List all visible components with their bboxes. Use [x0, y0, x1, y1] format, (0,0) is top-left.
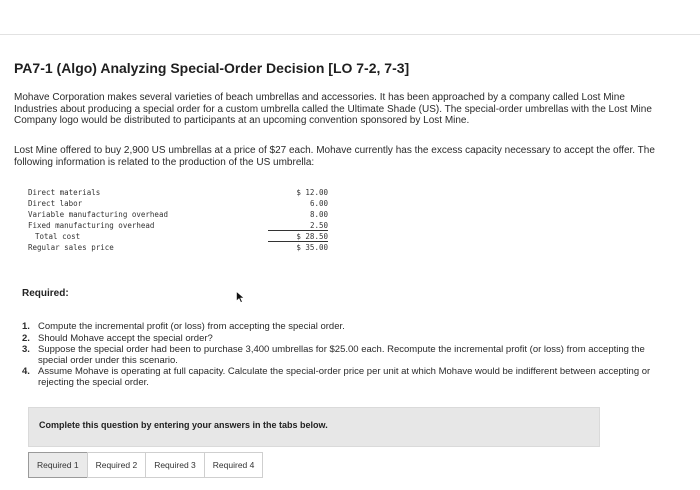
- cost-row-variable-overhead: [28, 210, 328, 221]
- cost-value: 8.00: [309, 210, 328, 219]
- instruction-banner: [28, 407, 600, 447]
- intro-paragraph: Mohave Corporation makes several varieties of beach umbrellas and accessories. It has been approached by a company called Lost Mine Industries about producing a special order for a custom umbrella called the Ultimate Shade (US). The special-order umbrellas with the Lost Mine Company logo would be distributed to participants at an upcoming convention sponsored by Lost Mine.: [14, 92, 652, 126]
- cost-row-direct-labor: [28, 199, 328, 210]
- list-item: [22, 345, 672, 366]
- cost-row-total-cost: [28, 232, 328, 243]
- cost-label: Total cost: [35, 232, 81, 241]
- cost-label: Variable manufacturing overhead: [28, 210, 168, 219]
- tab-required-2[interactable]: Required 2: [87, 452, 147, 478]
- list-item-number: 1.: [22, 321, 30, 332]
- list-item: [22, 322, 672, 333]
- cost-label: Direct materials: [28, 188, 101, 197]
- tab-required-3[interactable]: Required 3: [145, 452, 205, 478]
- cost-table: [28, 188, 328, 254]
- tab-required-1[interactable]: Required 1: [28, 452, 88, 478]
- requirements-list: [22, 322, 672, 389]
- tab-required-4[interactable]: Required 4: [204, 452, 264, 478]
- list-item-number: 4.: [22, 366, 30, 377]
- cost-row-fixed-overhead: [28, 221, 328, 232]
- cost-value: 2.50: [268, 221, 328, 231]
- list-item: [22, 367, 672, 388]
- instruction-text: Complete this question by entering your answers in the tabs below.: [39, 420, 328, 430]
- required-heading: Required:: [22, 288, 69, 299]
- cost-label: Direct labor: [28, 199, 83, 208]
- cost-value: $ 28.50: [268, 232, 328, 242]
- list-item-text: Should Mohave accept the special order?: [38, 332, 213, 344]
- header-divider: [0, 34, 700, 35]
- list-item-text: Assume Mohave is operating at full capacity. Calculate the special-order price per unit at which Mohave would be indifferent between accepting or rejecting the special order.: [38, 366, 651, 388]
- list-item-text: Suppose the special order had been to purchase 3,400 umbrellas for $25.00 each. Recompute the incremental profit (or loss) from accepting the special order under this scenario.: [38, 344, 645, 366]
- cost-value: 6.00: [309, 199, 328, 208]
- list-item: [22, 334, 672, 345]
- cost-row-regular-sales-price: [28, 243, 328, 254]
- cost-label: Fixed manufacturing overhead: [28, 221, 155, 230]
- cost-value: $ 12.00: [296, 188, 328, 197]
- offer-paragraph: Lost Mine offered to buy 2,900 US umbrellas at a price of $27 each. Mohave currently has the excess capacity necessary to accept the offer. The following information is related to the production of the US umbrella:: [14, 145, 655, 168]
- list-item-text: Compute the incremental profit (or loss) from accepting the special order.: [38, 321, 345, 332]
- list-item-number: 3.: [22, 344, 30, 355]
- page-title: PA7-1 (Algo) Analyzing Special-Order Decision [LO 7-2, 7-3]: [14, 60, 410, 76]
- cost-row-direct-materials: [28, 188, 328, 199]
- list-item-number: 2.: [22, 332, 30, 344]
- cost-label: Regular sales price: [28, 243, 114, 252]
- cost-value: $ 35.00: [296, 243, 328, 252]
- tab-bar: [28, 452, 262, 478]
- mouse-pointer-icon: [236, 290, 245, 308]
